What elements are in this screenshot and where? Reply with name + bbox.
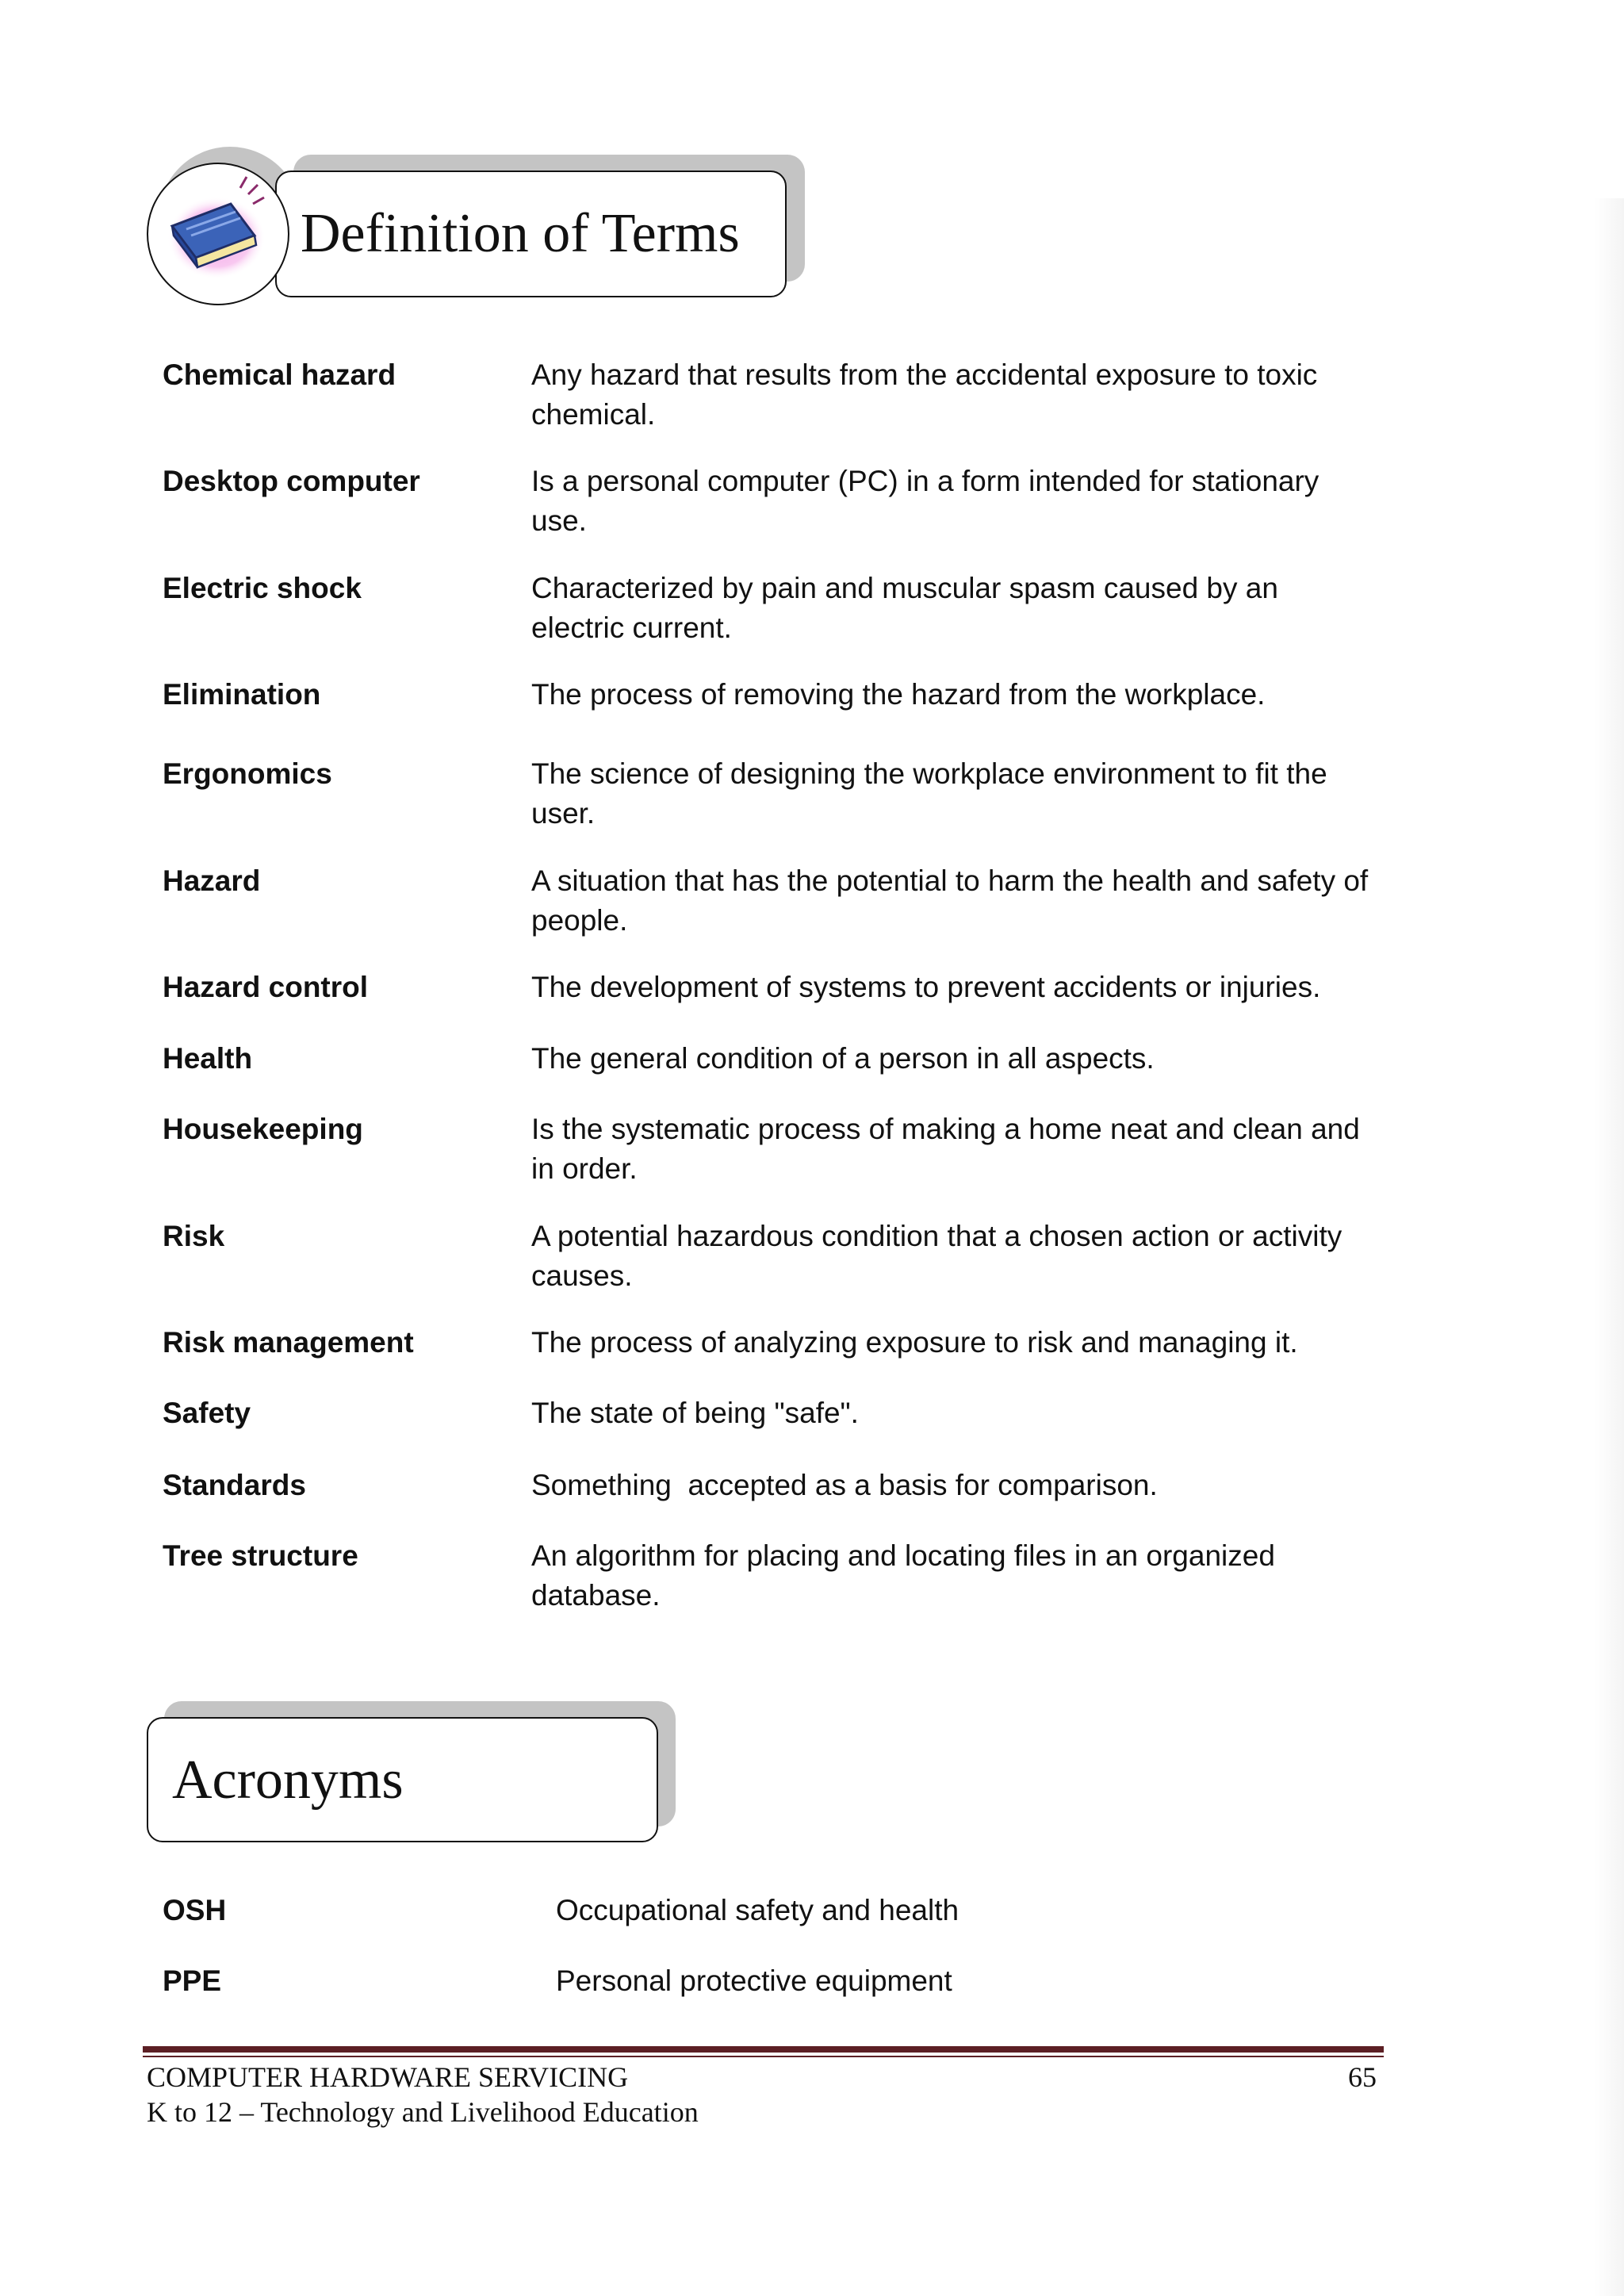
definition-of-terms-banner [147,147,805,305]
footer-course: COMPUTER HARDWARE SERVICING [147,2061,629,2093]
term-name: Safety [163,1397,251,1429]
term-definition: Characterized by pain and muscular spasm caused by an electric current. [531,572,1278,644]
term-name: Hazard control [163,971,369,1003]
page-edge-shade [1594,198,1624,2296]
banner-box [147,1717,658,1842]
term-name: Ergonomics [163,757,332,790]
acronyms-banner [147,1701,678,1844]
term-name: Electric shock [163,572,362,604]
term-definition: The development of systems to prevent accidents or injuries. [531,971,1321,1003]
page-number: 65 [1348,2061,1377,2093]
icon-circle [147,163,289,305]
term-name: Risk management [163,1326,414,1359]
term-name: Standards [163,1469,306,1501]
term-definition: Is the systematic process of making a home neat and clean and in order. [531,1113,1360,1185]
term-name: Chemical hazard [163,358,396,391]
section-title-definition-of-terms: Definition of Terms [301,203,740,264]
term-definition: Is a personal computer (PC) in a form intended for stationary use. [531,465,1320,537]
acronym: OSH [163,1894,227,1926]
term-name: Desktop computer [163,465,420,497]
banner-box [275,171,787,297]
acronym-meaning: Occupational safety and health [556,1894,959,1926]
term-definition: The state of being "safe". [531,1397,859,1429]
footer-program: K to 12 – Technology and Livelihood Education [147,2096,699,2128]
term-definition: A situation that has the potential to harm the health and safety of people. [531,864,1369,937]
term-name: Hazard [163,864,261,897]
footer-rule-thin [143,2056,1384,2057]
term-name: Risk [163,1220,225,1252]
section-title-acronyms: Acronyms [172,1750,404,1811]
term-definition: Something accepted as a basis for comparison. [531,1469,1158,1501]
term-definition: An algorithm for placing and locating files in an organized database. [531,1539,1275,1612]
acronym-meaning: Personal protective equipment [556,1964,952,1997]
term-definition: The general condition of a person in all aspects. [531,1042,1155,1075]
term-definition: Any hazard that results from the accidental exposure to toxic chemical. [531,358,1318,431]
footer-rule [143,2046,1384,2053]
term-definition: The science of designing the workplace environment to fit the user. [531,757,1327,830]
term-name: Health [163,1042,253,1075]
term-definition: The process of analyzing exposure to risk and managing it. [531,1326,1298,1359]
book-icon [147,163,289,305]
term-definition: A potential hazardous condition that a chosen action or activity causes. [531,1220,1342,1292]
acronym: PPE [163,1964,222,1997]
term-name: Tree structure [163,1539,358,1572]
term-name: Elimination [163,678,321,711]
term-name: Housekeeping [163,1113,363,1145]
term-definition: The process of removing the hazard from the workplace. [531,678,1266,711]
